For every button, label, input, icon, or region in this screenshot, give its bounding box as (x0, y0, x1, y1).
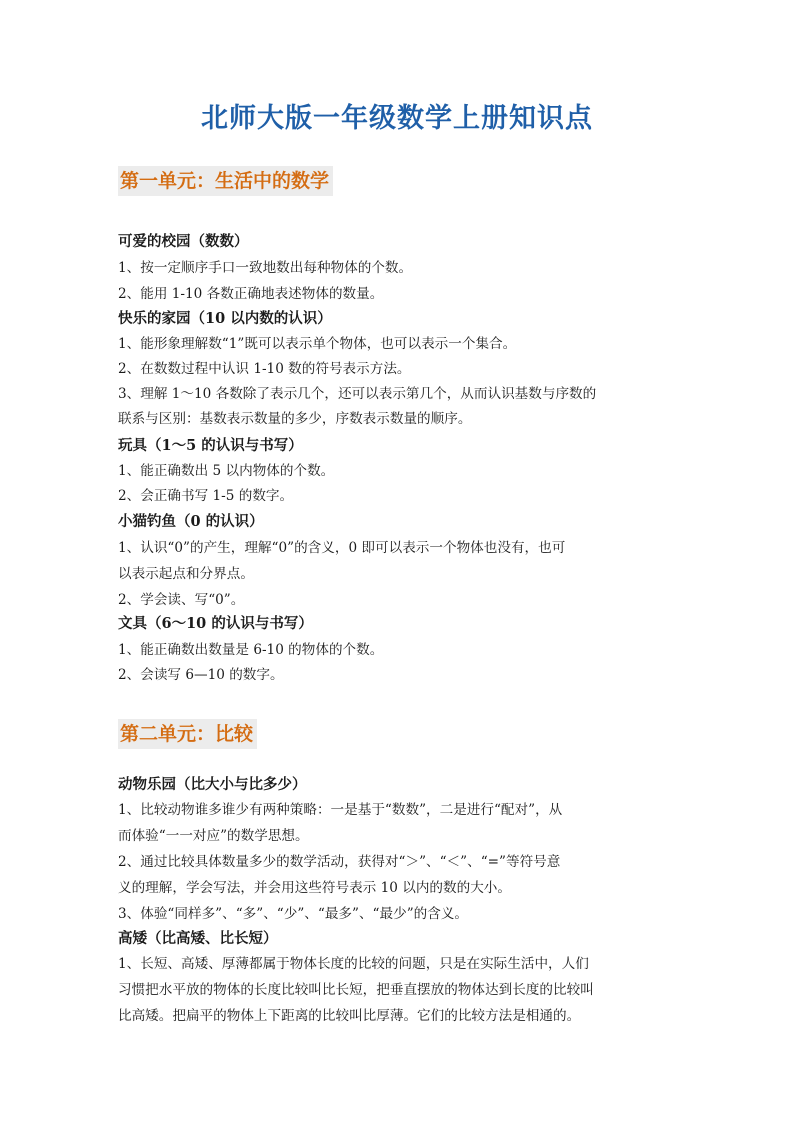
text-line: 2、学会读、写“0”。 (118, 592, 245, 608)
lesson-title: 高矮（比高矮、比长短） (118, 930, 278, 947)
lesson-title: 可爱的校园（数数） (118, 233, 249, 250)
text-line: 比高矮。把扁平的物体上下距离的比较叫比厚薄。它们的比较方法是相通的。 (118, 1008, 581, 1024)
text-line: 1、比较动物谁多谁少有两种策略：一是基于“数数”，二是进行“配对”，从 (118, 802, 563, 818)
text-line: 1、认识“0”的产生，理解“0”的含义，0 即可以表示一个物体也没有，也可 (118, 540, 566, 556)
lesson-title: 动物乐园（比大小与比多少） (118, 776, 307, 793)
text-line: 2、能用 1-10 各数正确地表述物体的数量。 (118, 286, 384, 302)
lesson-title: 快乐的家园（10 以内数的认识） (118, 310, 332, 327)
text-line: 义的理解，学会写法，并会用这些符号表示 10 以内的数的大小。 (118, 880, 511, 896)
lesson-title: 文具（6～10 的认识与书写） (118, 615, 313, 632)
text-line: 3、体验“同样多”、“多”、“少”、“最多”、“最少”的含义。 (118, 906, 469, 922)
text-line: 2、会正确书写 1-5 的数字。 (118, 488, 294, 504)
text-line: 1、能正确数出 5 以内物体的个数。 (118, 463, 335, 479)
text-line: 2、在数数过程中认识 1-10 数的符号表示方法。 (118, 361, 411, 377)
unit-heading-2: 第二单元：比较 (118, 719, 257, 749)
text-line: 1、按一定顺序手口一致地数出每种物体的个数。 (118, 260, 413, 276)
text-line: 2、会读写 6—10 的数字。 (118, 667, 284, 683)
text-line: 而体验“一一对应”的数学思想。 (118, 828, 309, 844)
text-line: 1、长短、高矮、厚薄都属于物体长度的比较的问题，只是在实际生活中，人们 (118, 956, 589, 972)
text-line: 1、能正确数出数量是 6-10 的物体的个数。 (118, 642, 384, 658)
unit-heading-1: 第一单元：生活中的数学 (118, 166, 333, 196)
document-title: 北师大版一年级数学上册知识点 (201, 103, 593, 134)
lesson-title: 小猫钓鱼（0 的认识） (118, 513, 264, 530)
text-line: 1、能形象理解数“1”既可以表示单个物体，也可以表示一个集合。 (118, 336, 517, 352)
text-line: 以表示起点和分界点。 (118, 566, 254, 582)
text-line: 3、理解 1～10 各数除了表示几个，还可以表示第几个，从而认识基数与序数的 (118, 386, 597, 402)
text-line: 习惯把水平放的物体的长度比较叫比长短，把垂直摆放的物体达到长度的比较叫 (118, 982, 594, 998)
lesson-title: 玩具（1～5 的认识与书写） (118, 437, 303, 454)
text-line: 2、通过比较具体数量多少的数学活动，获得对“＞”、“＜”、“=”等符号意 (118, 854, 561, 870)
text-line: 联系与区别：基数表示数量的多少，序数表示数量的顺序。 (118, 411, 472, 427)
